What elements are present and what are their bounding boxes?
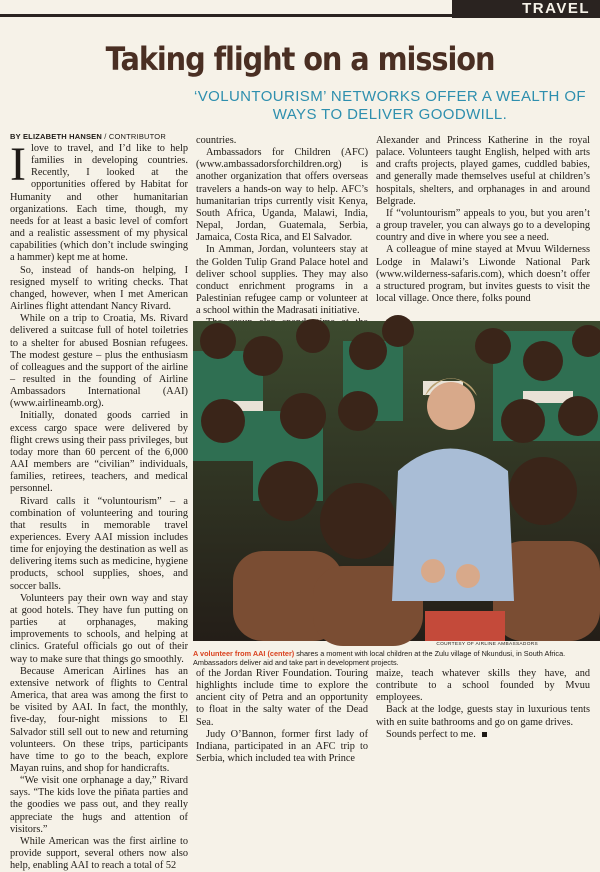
paragraph: Because American Airlines has an extensive network of flights to Central America, that area was among the first to be visited by AAI. In fact, the monthly, five-day, four-night missions to El Salvador still sell out to new and returning volunteers. On these trips, participants have time to go to the beach, explore Mayan ruins, and shop for handicrafts. xyxy=(10,665,188,774)
paragraph: A colleague of mine stayed at Mvuu Wilderness Lodge in Malawi’s Liwonde National Park (www.wilderness-safaris.com), which doesn’t offer a structured program, but invites guests to visit the local village. Once there, folks pound xyxy=(376,244,590,305)
column-2-top xyxy=(196,135,368,320)
paragraph: Initially, donated goods carried in excess cargo space were delivered by flight crews using their pass privileges, but today more than 60 percent of the 6,000 AAI members are “civilian” individuals, families, retirees, teachers, and medical personnel. xyxy=(10,410,188,495)
article-photo xyxy=(193,321,600,641)
paragraph: countries. xyxy=(196,135,237,146)
paragraph: Rivard calls it “voluntourism” – a combination of volunteering and touring that results in memorable travel experiences. Every AAI mission includes time for enjoying the destination as well as delivering items such as medicine, hygiene products, school supplies, shoes, and soccer balls. xyxy=(10,495,188,592)
column-3-bottom xyxy=(376,668,590,783)
column-2-bottom xyxy=(196,668,368,783)
column-3-top xyxy=(376,135,590,320)
paragraph: Back at the lodge, guests stay in luxurious tents with en suite bathrooms and go on game drives. xyxy=(376,704,590,728)
paragraph: In Amman, Jordan, volunteers stay at the Golden Tulip Grand Palace hotel and deliver school supplies. They may also conduct enrichment programs in a Palestinian refugee camp or volunteer at a school within the Madrasati initiative. xyxy=(196,244,368,317)
paragraph: So, instead of hands-on helping, I resigned myself to writing checks. That changed, however, when I met American Airlines flight attendant Nancy Rivard. xyxy=(10,264,188,313)
closing-line: Sounds perfect to me. xyxy=(386,728,476,740)
column-1 xyxy=(10,138,188,872)
end-mark-icon xyxy=(482,732,487,737)
byline-author: BY ELIZABETH HANSEN xyxy=(10,132,103,141)
headline: Taking flight on a mission xyxy=(105,40,495,78)
paragraph: “We visit one orphanage a day,” Rivard says. “The kids love the piñata parties and the goodies we pass out, and they really appreciate the hugs and attention of visitors.” xyxy=(10,775,188,835)
byline-role: / CONTRIBUTOR xyxy=(102,132,166,141)
paragraph: Volunteers pay their own way and stay at good hotels. They have fun putting on parties at orphanages, making improvements to schools, and helping at clinics. Grateful officials go out of their way to make sure that things go smoothly. xyxy=(10,592,188,665)
byline xyxy=(10,132,166,141)
paragraph: Ambassadors for Children (AFC) (www.ambassadorsforchildren.org) is another organization that offers overseas travelers a hands-on way to help. AFC’s humanitarian trips currently visit Kenya, South Africa, Uganda, Malawi, India, Nepal, Jordan, Guatemala, Serbia, Jamaica, Costa Rica, and El Salvador. xyxy=(196,147,368,244)
paragraph: Judy O’Bannon, former first lady of Indiana, participated in an AFC trip to Serbia, which included tea with Prince xyxy=(196,728,368,765)
paragraph: While American was the first airline to provide support, several others now also help, enabling AAI to reach a total of 52 xyxy=(10,835,188,872)
paragraph: maize, teach whatever skills they have, and contribute to a school founded by Mvuu employees. xyxy=(376,668,590,704)
deck: ‘VOLUNTOURISM’ NETWORKS OFFER A WEALTH OF WAYS TO DELIVER GOODWILL. xyxy=(194,88,586,123)
caption-text: shares a moment with local children at the Zulu village of Nkundusi, in South Africa. Ambassadors deliver aid and take part in development projects. xyxy=(193,649,566,667)
section-label: TRAVEL xyxy=(452,0,600,18)
drop-cap: I xyxy=(10,138,26,191)
paragraph: of the Jordan River Foundation. Touring highlights include time to explore the ancient city of Petra and an opportunity to float in the salty water of the Dead Sea. xyxy=(196,668,368,728)
paragraph: love to travel, and I’d like to help families in developing countries. Recently, I looked at the opportunities offered by Habitat for Humanity and other humanitarian organizations. Each time, though, my needs for at least a basic level of comfort and a realistic assessment of my physical capabilities (which don’t include swinging a hammer) kept me at home. xyxy=(10,143,188,264)
caption-lead: A volunteer from AAI (center) xyxy=(193,649,295,658)
paragraph: While on a trip to Croatia, Ms. Rivard delivered a suitcase full of hotel toiletries to a shelter for abused Bosnian refugees. The modest gesture – plus the enthusiasm of colleagues and the support of the airline – resulted in the founding of Airline Ambassadors International (AAI) (www.airlineamb.org). xyxy=(10,313,188,410)
top-rule xyxy=(0,14,452,17)
paragraph: Alexander and Princess Katherine in the royal palace. Volunteers taught English, helped with arts and crafts projects, played games, cuddled babies, and generally made themselves useful at children’s hospitals, shelters, and orphanages in and around Belgrade. xyxy=(376,135,590,207)
paragraph: If “voluntourism” appeals to you, but you aren’t a group traveler, you can always go to a developing country and dive in where you see a need. xyxy=(376,207,590,244)
photo-illustration xyxy=(193,321,600,641)
photo-credit: COURTESY OF AIRLINE AMBASSADORS xyxy=(436,642,538,647)
paragraph xyxy=(376,729,590,741)
photo-caption xyxy=(193,649,598,667)
